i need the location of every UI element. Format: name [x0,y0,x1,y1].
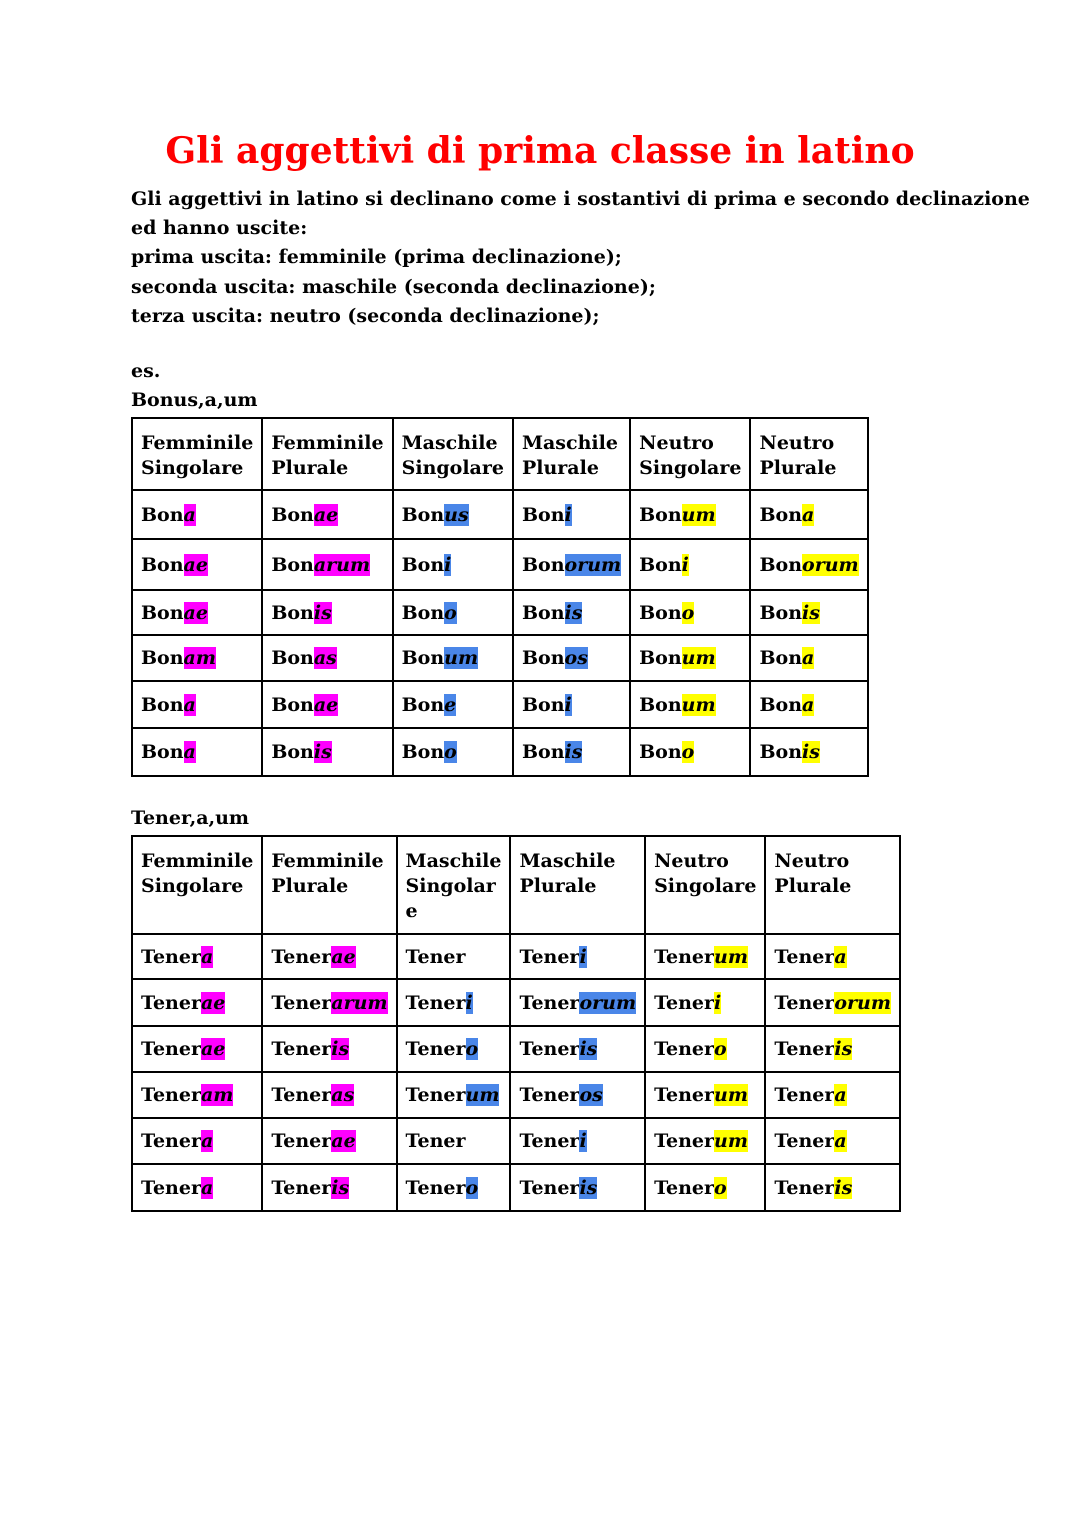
declension-cell [510,934,645,979]
column-header [262,836,396,934]
ending-highlight: is [564,741,583,763]
declension-cell [765,1072,900,1118]
header-line: Neutro [759,432,835,454]
ending-highlight: is [834,1176,853,1199]
ending-highlight: e [444,693,457,716]
declension-cell [765,1164,900,1211]
word-stem: Tener [271,991,332,1014]
declension-cell [513,681,630,728]
column-header [397,836,511,934]
word-stem: Bon [759,647,803,669]
table-row [132,1072,900,1118]
ending-highlight: orum [834,991,891,1014]
declension-cell [132,1072,262,1118]
word-stem: Tener [519,991,580,1014]
ending-highlight: um [714,1130,748,1152]
word-stem: Bon [521,553,565,576]
declension-cell [262,1118,396,1164]
word-stem: Bon [521,741,565,763]
column-header [750,418,867,490]
table-label-bonus: Bonus,a,um [131,389,258,411]
ending-highlight: i [579,945,587,968]
page-title: Gli aggettivi di prima classe in latino [165,130,915,172]
word-stem: Tener [774,1176,835,1199]
declension-table-tener [131,835,901,1212]
ending-highlight: a [200,945,214,968]
declension-cell [397,1072,511,1118]
word-stem: Bon [521,647,565,669]
declension-cell [765,934,900,979]
declension-cell [510,1118,645,1164]
ending-highlight: orum [579,991,637,1014]
declension-cell [262,681,392,728]
declension-cell [397,1118,511,1164]
declension-cell [132,934,262,979]
declension-cell [645,1026,765,1072]
declension-cell [750,681,867,728]
ending-highlight: a [183,503,196,526]
intro-line: terza uscita: neutro (seconda declinazione); [131,304,600,327]
declension-cell [262,635,392,681]
declension-cell [750,590,867,635]
declension-cell [513,635,630,681]
word-stem: Bon [141,647,184,669]
ending-highlight: o [714,1038,727,1060]
table-row [132,681,868,728]
word-stem: Bon [401,601,445,624]
ending-highlight: o [714,1176,727,1199]
ending-highlight: o [444,741,457,763]
header-line: Neutro [639,432,714,454]
declension-cell [645,934,765,979]
declension-cell [262,979,396,1026]
word-stem: Tener [654,991,715,1014]
word-stem: Bon [141,503,184,526]
declension-cell [132,979,262,1026]
word-stem: Bon [271,693,314,716]
column-header [262,418,392,490]
word-stem: Bon [141,601,184,624]
intro-text [131,185,1030,331]
declension-cell [393,539,513,590]
ending-highlight: is [802,741,820,763]
column-header [513,418,630,490]
intro-line: seconda uscita: maschile (seconda declinazione); [131,275,656,298]
column-header [510,836,645,934]
header-line: Maschile [519,850,616,872]
word-stem: Bon [639,503,682,526]
declension-cell [393,728,513,776]
word-stem: Bon [639,647,682,669]
word-stem: Tener [405,1130,466,1152]
declension-cell [393,490,513,539]
word-stem: Bon [271,553,314,576]
ending-highlight: a [802,647,815,669]
table-row [132,590,868,635]
table-row [132,1164,900,1211]
ending-highlight: is [313,601,332,624]
intro-line: ed hanno uscite: [131,217,308,240]
ending-highlight: a [200,1176,214,1199]
ending-highlight: is [331,1038,350,1060]
word-stem: Bon [271,503,314,526]
word-stem: Tener [141,945,201,968]
header-line: Neutro [654,850,729,872]
word-stem: Bon [521,693,565,716]
ending-highlight: am [183,647,216,669]
word-stem: Tener [654,1084,715,1106]
declension-cell [132,1118,262,1164]
header-line: Femminile [271,432,384,454]
declension-cell [397,1164,511,1211]
declension-cell [630,681,750,728]
ending-highlight: orum [564,553,622,576]
word-stem: Tener [774,1130,835,1152]
ending-highlight: is [564,601,583,624]
ending-highlight: a [802,503,815,526]
column-header [765,836,900,934]
ending-highlight: orum [802,553,859,576]
ending-highlight: os [579,1084,603,1106]
header-line: Femminile [271,850,384,872]
header-line: Singolare [141,457,244,479]
word-stem: Bon [759,553,803,576]
header-line: Maschile [405,850,502,872]
declension-cell [132,1164,262,1211]
word-stem: Tener [654,1038,715,1060]
word-stem: Bon [639,601,682,624]
column-header [393,418,513,490]
ending-highlight: o [465,1038,479,1060]
header-line: Singolare [654,875,757,897]
word-stem: Tener [774,991,835,1014]
word-stem: Bon [271,601,314,624]
word-stem: Tener [141,991,201,1014]
declension-cell [262,728,392,776]
word-stem: Tener [271,1038,332,1060]
word-stem: Bon [639,553,682,576]
word-stem: Tener [271,1176,332,1199]
header-line: Neutro [774,850,850,872]
ending-highlight: am [200,1084,234,1106]
ending-highlight: arum [313,553,371,576]
ending-highlight: i [714,991,722,1014]
ending-highlight: ae [331,945,356,968]
header-line: Singolare [141,875,244,897]
column-header [132,418,262,490]
ending-highlight: ae [200,1038,226,1060]
declension-cell [750,539,867,590]
word-stem: Tener [271,1084,332,1106]
word-stem: Tener [654,945,715,968]
declension-cell [393,635,513,681]
declension-cell [393,681,513,728]
declension-cell [630,539,750,590]
word-stem: Tener [271,1130,332,1152]
ending-highlight: is [331,1176,350,1199]
word-stem: Tener [405,1176,466,1199]
ending-highlight: o [681,741,695,763]
table-row [132,934,900,979]
ending-highlight: a [802,693,815,716]
header-line: Plurale [759,457,837,479]
header-line: Femminile [141,850,254,872]
header-line: Plurale [519,875,597,897]
ending-highlight: um [681,647,716,669]
declension-cell [262,934,396,979]
declension-cell [262,539,392,590]
header-line: Plurale [271,457,349,479]
word-stem: Tener [519,1038,580,1060]
word-stem: Tener [405,991,466,1014]
declension-table-bonus [131,417,869,777]
ending-highlight: is [802,601,820,624]
word-stem: Tener [774,1038,835,1060]
table-label-tener: Tener,a,um [131,807,250,829]
word-stem: Bon [759,503,803,526]
table-row [132,490,868,539]
ending-highlight: us [444,503,469,526]
ending-highlight: o [444,601,457,624]
ending-highlight: um [681,693,716,716]
declension-cell [510,1026,645,1072]
ending-highlight: um [714,1084,748,1106]
word-stem: Bon [639,693,682,716]
declension-cell [132,490,262,539]
declension-cell [132,728,262,776]
word-stem: Tener [405,1084,466,1106]
word-stem: Tener [405,945,466,968]
ending-highlight: is [579,1038,598,1060]
ending-highlight: is [313,741,332,763]
ending-highlight: ae [313,503,339,526]
ending-highlight: i [444,553,452,576]
ending-highlight: as [313,647,337,669]
ending-highlight: i [579,1130,587,1152]
word-stem: Bon [639,741,682,763]
table-row [132,728,868,776]
ending-highlight: a [834,1130,847,1152]
ending-highlight: is [834,1038,853,1060]
ending-highlight: a [834,1084,847,1106]
ending-highlight: i [564,693,572,716]
table-row [132,979,900,1026]
word-stem: Tener [141,1130,201,1152]
header-line: Femminile [141,432,254,454]
word-stem: Tener [519,1176,580,1199]
declension-cell [513,490,630,539]
declension-cell [132,635,262,681]
declension-cell [262,1026,396,1072]
intro-line: Gli aggettivi in latino si declinano come i sostantivi di prima e secondo declinazione [131,188,1030,210]
table-row [132,539,868,590]
declension-cell [645,1118,765,1164]
declension-cell [645,979,765,1026]
declension-cell [132,539,262,590]
word-stem: Tener [774,945,835,968]
declension-cell [510,1072,645,1118]
header-line: Singolare [639,457,742,479]
word-stem: Bon [141,693,184,716]
header-line: Plurale [271,875,349,897]
header-line: Maschile [521,432,618,454]
word-stem: Tener [519,945,580,968]
declension-cell [513,728,630,776]
header-line: Singolare [401,457,504,479]
declension-cell [630,490,750,539]
declension-cell [132,681,262,728]
column-header [645,836,765,934]
declension-cell [630,590,750,635]
header-line: e [405,900,418,922]
example-label: es. [131,360,161,382]
ending-highlight: i [465,991,473,1014]
word-stem: Bon [759,601,803,624]
ending-highlight: ae [183,601,208,624]
word-stem: Tener [141,1084,201,1106]
word-stem: Tener [519,1130,580,1152]
header-line: Plurale [521,457,599,479]
declension-cell [645,1164,765,1211]
declension-cell [397,934,511,979]
declension-cell [630,728,750,776]
ending-highlight: a [834,945,847,968]
column-header [630,418,750,490]
word-stem: Bon [141,741,184,763]
declension-cell [262,1164,396,1211]
declension-cell [765,1118,900,1164]
declension-cell [765,1026,900,1072]
word-stem: Tener [141,1038,201,1060]
header-line: Maschile [401,432,498,454]
declension-cell [262,490,392,539]
declension-cell [750,728,867,776]
declension-cell [397,979,511,1026]
declension-cell [132,1026,262,1072]
declension-cell [513,539,630,590]
declension-cell [630,635,750,681]
word-stem: Bon [521,601,565,624]
ending-highlight: ae [313,693,339,716]
declension-cell [513,590,630,635]
header-line: Singolar [405,875,496,897]
word-stem: Bon [401,647,445,669]
declension-cell [765,979,900,1026]
declension-cell [393,590,513,635]
column-header [132,836,262,934]
declension-cell [750,490,867,539]
declension-cell [510,1164,645,1211]
declension-cell [262,1072,396,1118]
table-row [132,635,868,681]
ending-highlight: um [444,647,479,669]
ending-highlight: o [465,1176,479,1199]
intro-line: prima uscita: femminile (prima declinazione); [131,246,622,269]
declension-cell [132,590,262,635]
word-stem: Tener [519,1084,580,1106]
ending-highlight: i [681,553,689,576]
word-stem: Bon [401,553,445,576]
word-stem: Bon [141,553,184,576]
ending-highlight: a [183,741,196,763]
word-stem: Tener [654,1176,715,1199]
ending-highlight: os [564,647,588,669]
ending-highlight: o [681,601,695,624]
header-line: Plurale [774,875,852,897]
word-stem: Bon [401,741,445,763]
table-row [132,1118,900,1164]
word-stem: Bon [401,693,445,716]
ending-highlight: as [331,1084,355,1106]
declension-cell [397,1026,511,1072]
word-stem: Tener [774,1084,835,1106]
word-stem: Bon [759,693,803,716]
ending-highlight: um [714,945,748,968]
declension-cell [262,590,392,635]
word-stem: Tener [141,1176,201,1199]
word-stem: Bon [401,503,445,526]
ending-highlight: is [579,1176,598,1199]
word-stem: Tener [271,945,332,968]
ending-highlight: ae [331,1130,356,1152]
word-stem: Bon [759,741,803,763]
ending-highlight: i [564,503,572,526]
ending-highlight: a [200,1130,214,1152]
declension-cell [750,635,867,681]
declension-cell [510,979,645,1026]
word-stem: Bon [271,741,314,763]
word-stem: Tener [654,1130,715,1152]
ending-highlight: arum [331,991,388,1014]
word-stem: Bon [521,503,565,526]
table-row [132,1026,900,1072]
ending-highlight: ae [183,553,208,576]
ending-highlight: um [465,1084,500,1106]
declension-cell [645,1072,765,1118]
word-stem: Tener [405,1038,466,1060]
ending-highlight: um [681,503,716,526]
word-stem: Bon [271,647,314,669]
ending-highlight: ae [200,991,226,1014]
ending-highlight: a [183,693,196,716]
